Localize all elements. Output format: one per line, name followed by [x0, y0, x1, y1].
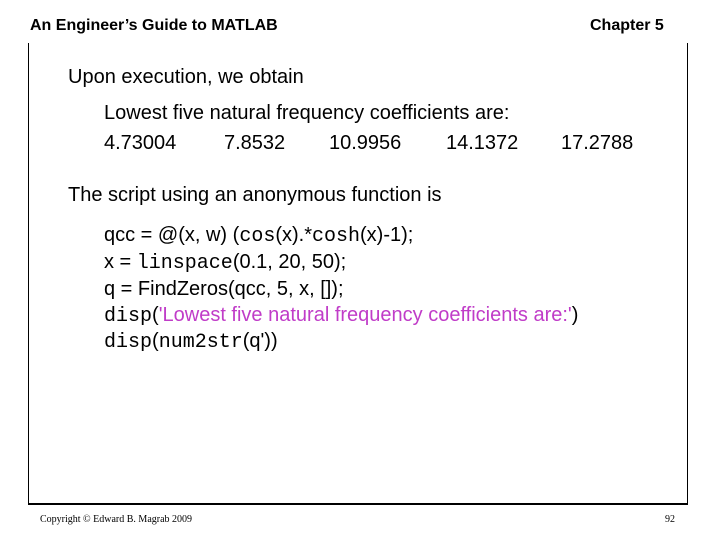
copyright-text: Copyright © Edward B. Magrab 2009 [40, 514, 193, 525]
code-function: cos [239, 225, 276, 248]
code-text: q = FindZeros(qcc, 5, x, []); [104, 278, 344, 300]
code-text: ) [571, 304, 579, 326]
intro-text: Upon execution, we obtain [68, 66, 304, 88]
output-value: 17.2788 [561, 132, 634, 154]
output-value: 7.8532 [224, 132, 286, 154]
code-text: (0.1, 20, 50); [232, 251, 347, 273]
code-text: x = [104, 251, 137, 273]
code-text: (x)-1); [360, 224, 414, 246]
code-text: ( [152, 330, 159, 352]
code-function: linspace [136, 252, 233, 275]
output-value: 4.73004 [104, 132, 177, 154]
code-function: cosh [312, 225, 361, 248]
code-text: ( [152, 304, 159, 326]
code-line-4 [104, 304, 578, 328]
code-line-5 [104, 330, 278, 354]
code-line-1 [104, 224, 413, 248]
output-value: 14.1372 [446, 132, 519, 154]
script-intro: The script using an anonymous function is [68, 184, 442, 206]
header-title: An Engineer’s Guide to MATLAB [30, 17, 278, 34]
header-chapter: Chapter 5 [590, 17, 664, 34]
page-number: 92 [665, 514, 675, 525]
code-function: disp [104, 331, 153, 354]
code-line-3 [104, 278, 344, 301]
code-text: (x).* [275, 224, 312, 246]
code-line-2 [104, 251, 346, 275]
output-value: 10.9956 [329, 132, 402, 154]
output-line: Lowest five natural frequency coefficients are: [104, 102, 510, 124]
code-text: (q')) [242, 330, 278, 352]
code-text: qcc = @(x, w) ( [104, 224, 240, 246]
code-string: 'Lowest five natural frequency coefficients are:' [158, 304, 572, 326]
code-function: num2str [158, 331, 243, 354]
code-function: disp [104, 305, 153, 328]
